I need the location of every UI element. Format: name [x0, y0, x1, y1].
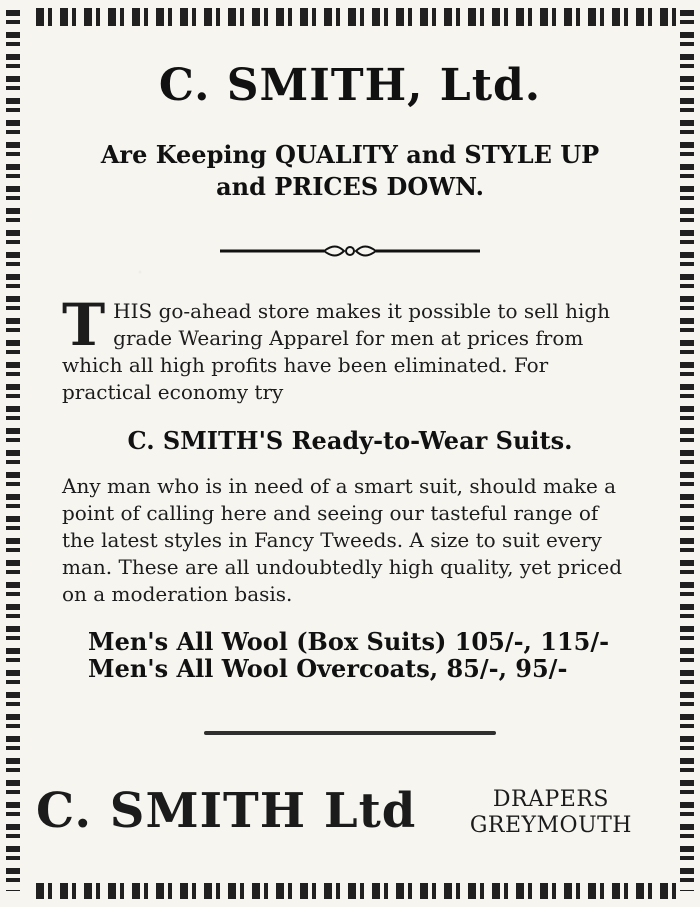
subhead-line-1: Are Keeping QUALITY and STYLE UP — [100, 140, 600, 169]
subhead-line-2: and PRICES DOWN. — [216, 172, 484, 202]
price-line-suits: Men's All Wool (Box Suits) 105/-, 115/- — [88, 626, 610, 656]
section-title: C. SMITH'S Ready-to-Wear Suits. — [127, 425, 573, 455]
headline: C. SMITH, Ltd. — [158, 60, 542, 111]
footer-brand: C. SMITH Ltd — [36, 782, 417, 839]
drop-cap: T — [62, 290, 106, 359]
intro-paragraph — [28, 290, 672, 406]
footer-location — [470, 787, 632, 840]
decorative-ornament-icon — [220, 242, 480, 260]
ornamental-border-bottom — [36, 883, 682, 899]
ornamental-border-top — [36, 8, 682, 26]
footer-drapers: DRAPERS — [492, 786, 609, 812]
intro-text: HIS go-ahead store makes it possible to sell high grade Wearing Apparel for men at prices from which all high profits have been eliminated. For practical economy try — [62, 298, 611, 404]
ad-content — [28, 36, 672, 879]
footer-greymouth: GREYMOUTH — [469, 813, 632, 839]
price-list — [28, 628, 672, 683]
price-line-overcoats: Men's All Wool Overcoats, 85/-, 95/- — [88, 654, 568, 684]
divider-rule — [204, 731, 496, 735]
ornamental-border-left — [6, 10, 20, 891]
body-paragraph: Any man who is in need of a smart suit, should make a point of calling here and seeing our tasteful range of the latest styles in Fancy Tweeds. A size to suit every man. These are all undoubtedly high quality, yet priced on a moderation basis. — [62, 473, 623, 606]
subheadline — [28, 139, 672, 204]
footer — [28, 773, 672, 863]
ornamental-border-right — [680, 10, 694, 891]
